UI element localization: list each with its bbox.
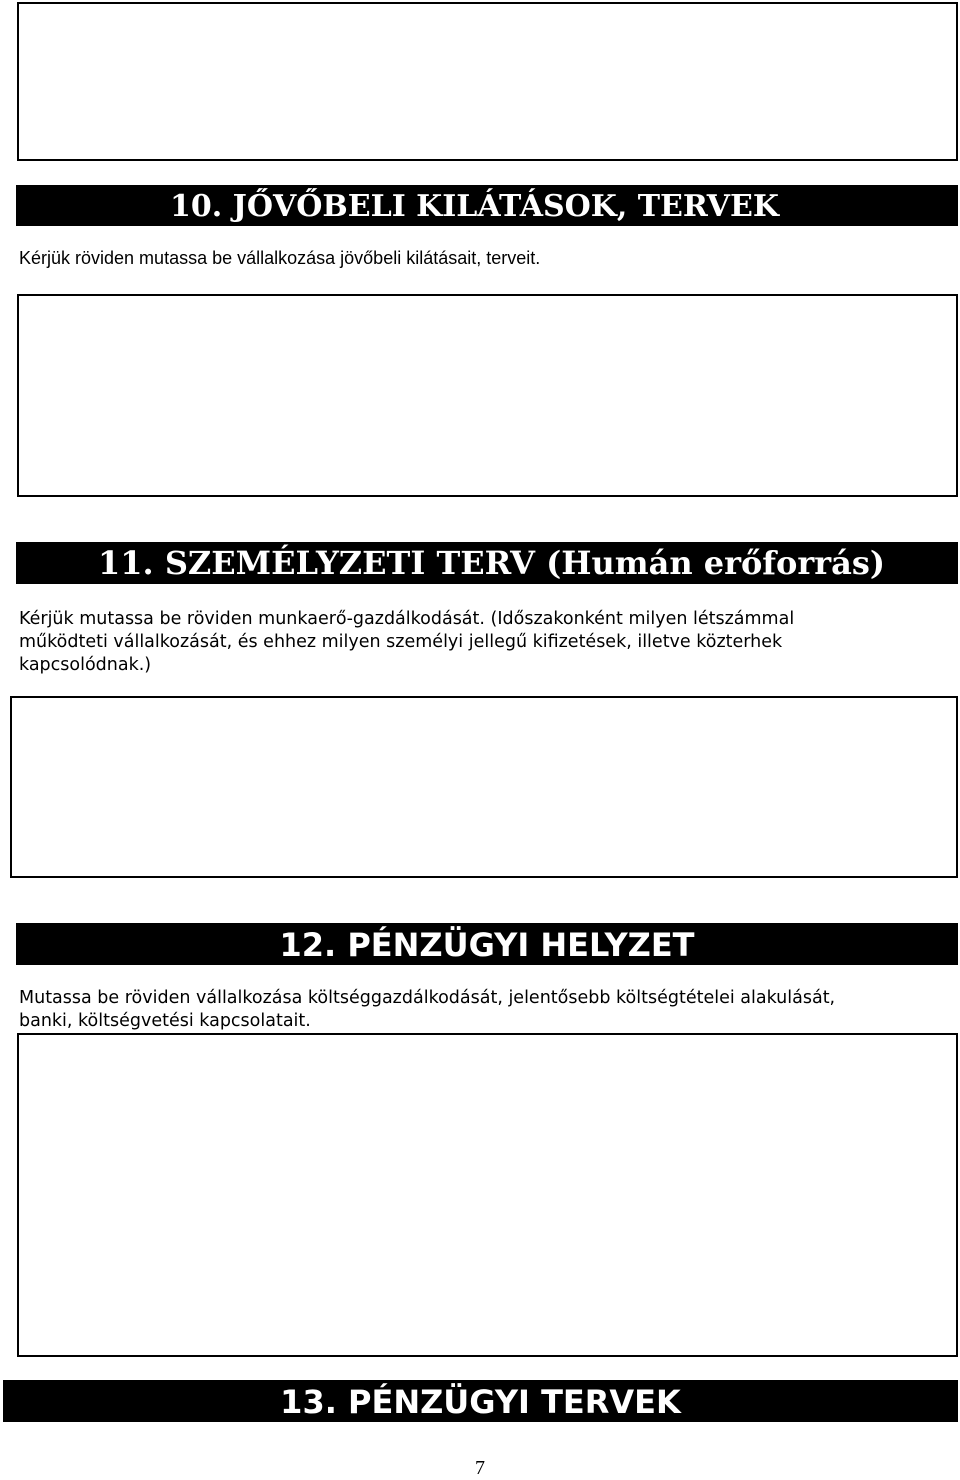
section-11-answer-box[interactable] [10,696,958,878]
section-11-instruction-line-1: Kérjük mutassa be röviden munkaerő-gazdálkodását. (Időszakonként milyen létszámmal [19,609,795,629]
section-12-answer-box[interactable] [17,1033,958,1357]
section-12-heading: 12. PÉNZÜGYI HELYZET [16,923,958,965]
section-10-answer-box[interactable] [17,294,958,497]
section-11-instruction [19,608,954,677]
page-number: 7 [475,1457,485,1479]
section-12-instruction [19,987,954,1033]
section-12-instruction-line-1: Mutassa be röviden vállalkozása költséggazdálkodását, jelentősebb költségtételei alakulását, [19,988,836,1008]
section-10-heading: 10. JŐVŐBELI KILÁTÁSOK, TERVEK [16,185,958,226]
section-13-heading: 13. PÉNZÜGYI TERVEK [3,1380,958,1422]
section-11-instruction-line-2: működteti vállalkozását, és ehhez milyen személyi jellegű kifizetések, illetve közterhek [19,632,783,652]
section-11-instruction-line-3: kapcsolódnak.) [19,655,152,675]
section-12-instruction-line-2: banki, költségvetési kapcsolatait. [19,1011,311,1031]
section-11-heading: 11. SZEMÉLYZETI TERV (Humán erőforrás) [16,542,958,584]
section-10-instruction: Kérjük röviden mutassa be vállalkozása jövőbeli kilátásait, terveit. [19,248,541,268]
answer-box-previous[interactable] [17,2,958,161]
